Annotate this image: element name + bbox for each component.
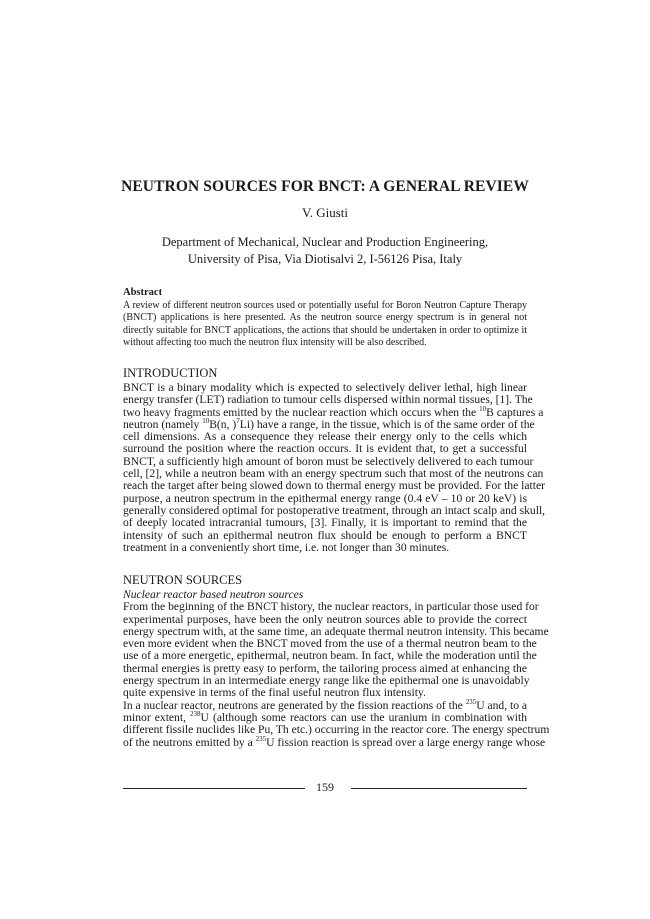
section-heading: NEUTRON SOURCES xyxy=(123,573,243,587)
subsection-heading: Nuclear reactor based neutron sources xyxy=(123,588,304,601)
text-line: different fissile nuclides like Pu, Th etc.) occurring in the reactor core. The energy spectrum xyxy=(123,723,550,737)
text-line: even more evident when the BNCT moved from the use of a thermal neutron beam to the xyxy=(123,637,537,651)
abstract-section xyxy=(123,287,527,350)
text-line: surround the position where the reaction occurs. It is evident that, to get a successful xyxy=(123,442,527,456)
text-line: of the neutrons emitted by a $^{235}$U fission reaction is spread over a large energy range whose xyxy=(123,734,546,749)
paper-title: NEUTRON SOURCES FOR BNCT: A GENERAL REVIEW xyxy=(121,178,529,195)
text-line: intensity of such an epithermal neutron flux should be enough to perform a BNCT xyxy=(123,528,527,542)
page-number: 159 xyxy=(316,780,334,794)
text-line: treatment in a conveniently short time, i.e. not longer than 30 minutes. xyxy=(123,540,450,554)
text-line: energy spectrum with, at the same time, an adequate thermal neutron intensity. This became xyxy=(123,624,549,638)
text-line: energy transfer (LET) radiation to tumour cells dispersed within normal tissues, [1]. The xyxy=(123,393,533,407)
text-line: thermal energies is pretty easy to perform, the tailoring process aimed at enhancing the xyxy=(123,661,527,675)
superscript: 7 xyxy=(236,416,240,425)
introduction-section xyxy=(123,365,546,554)
neutron-sources-section xyxy=(123,572,550,749)
paragraph xyxy=(123,697,550,749)
page-footer xyxy=(123,780,527,796)
superscript: 238 xyxy=(190,709,201,718)
text-line: cell, [2], while a neutron beam with an energy spectrum such that most of the neutrons can xyxy=(123,467,544,481)
superscript: 10 xyxy=(479,404,487,413)
superscript: 235 xyxy=(255,734,267,743)
text-line: of deeply located intracranial tumours, [3]. Finally, it is important to remind that the xyxy=(123,516,527,530)
text-line: directly suitable for BNCT applications, the actions that should be undertaken in order to optimize it xyxy=(123,324,527,336)
text-line: cell dimensions. As a consequence they release their energy only to the cells which xyxy=(123,430,527,444)
affiliation-line: Department of Mechanical, Nuclear and Production Engineering, xyxy=(161,235,489,249)
text-line: From the beginning of the BNCT history, the nuclear reactors, in particular those used for xyxy=(123,600,539,614)
paragraph xyxy=(123,600,549,700)
abstract-body xyxy=(123,300,527,350)
text-line: BNCT is a binary modality which is expected to selectively deliver lethal, high linear xyxy=(123,381,527,394)
author: V. Giusti xyxy=(302,205,348,220)
affiliation-line: University of Pisa, Via Diotisalvi 2, I-56126 Pisa, Italy xyxy=(187,252,463,266)
text-line: In a nuclear reactor, neutrons are generated by the fission reactions of the $^{235}$U and, to a xyxy=(123,697,528,712)
text-line: BNCT, a sufficiently high amount of boron must be selectively delivered to each tumour xyxy=(123,454,534,468)
introduction-body xyxy=(123,381,546,554)
text-line: reach the target after being slowed down to thermal energy must be provided. For the latter xyxy=(123,479,545,493)
superscript: 235 xyxy=(465,697,477,706)
text-line: energy spectrum in an intermediate energy range like the epithermal one is unavoidably xyxy=(123,674,530,688)
abstract-heading: Abstract xyxy=(123,287,163,298)
text-line: purpose, a neutron spectrum in the epithermal energy range (0.4 eV – 10 or 20 keV) is xyxy=(123,491,527,505)
text-line: A review of different neutron sources used or potentially useful for Boron Neutron Capture Therapy xyxy=(123,299,527,311)
section-heading: INTRODUCTION xyxy=(123,366,218,380)
text-line: experimental purposes, have been the only neutron sources able to provide the correct xyxy=(123,612,527,626)
text-line: (BNCT) applications is here presented. As the neutron source energy spectrum is in general not xyxy=(123,312,527,324)
text-line: use of a more energetic, epithermal, neutron beam. In fact, while the moderation until the xyxy=(123,649,537,663)
text-line: quite expensive in terms of the final useful neutron flux intensity. xyxy=(123,686,426,700)
text-line: without affecting too much the neutron flux intensity will be also described. xyxy=(123,337,427,349)
text-line: minor extent, $^{238}$U (although some reactors can use the uranium in combination with xyxy=(123,709,528,724)
text-line: generally considered optimal for postoperative treatment, through an intact scalp and skull, xyxy=(123,503,546,517)
text-line: neutron (namely $^{10}$B(n, )$^7$Li) have a range, in the tissue, which is of the same order of the xyxy=(123,416,535,431)
superscript: 10 xyxy=(202,416,210,425)
text-line: two heavy fragments emitted by the nuclear reaction which occurs when the $^{10}$B captures a xyxy=(123,404,544,419)
